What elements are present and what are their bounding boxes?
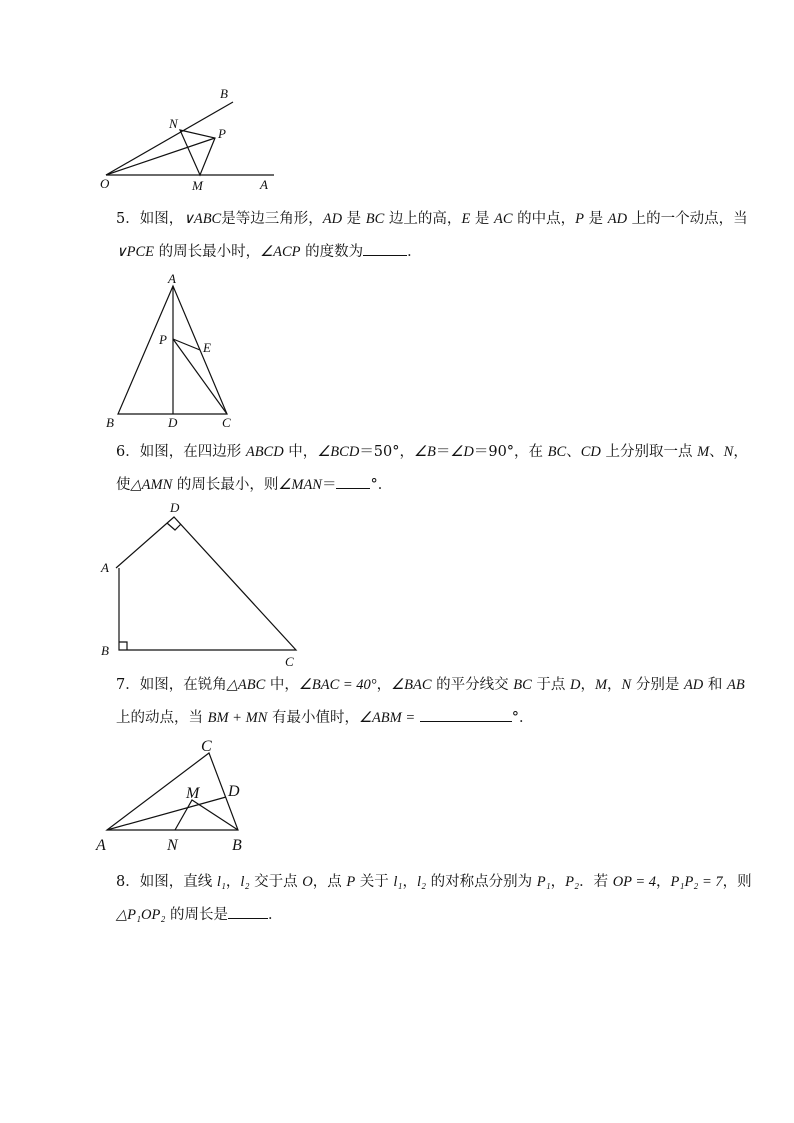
label-a: A	[168, 272, 176, 286]
question-8-line-1: 8．如图，直线 l₁，l₂ 交于点 O，点 P 关于 l₁，l₂ 的对称点分别为 P₁，P₂．若 OP = 4，P₁P₂ = 7，则	[116, 874, 752, 890]
answer-blank[interactable]	[420, 707, 512, 722]
question-5-line-2: ∨PCE 的周长最小时，∠ACP 的度数为 ．	[116, 236, 706, 269]
figure-quadrilateral-abcd	[96, 500, 306, 670]
question-6-line-1: 6．如图，在四边形 ABCD 中，∠BCD＝50°，∠B＝∠D＝90°，在 BC、CD 上分别取一点 M、N，	[116, 444, 748, 460]
label-n: N	[169, 116, 178, 131]
question-5	[116, 203, 748, 269]
label-m: M	[186, 785, 200, 802]
label-d: D	[168, 415, 178, 430]
label-c: C	[201, 738, 212, 755]
label-b: B	[106, 415, 114, 430]
label-a: A	[260, 177, 268, 192]
label-a: A	[96, 837, 106, 854]
question-7-line-2: 上的动点，当 BM + MN 有最小值时，∠ABM = °．	[116, 702, 706, 735]
label-p: P	[159, 332, 167, 347]
question-6	[116, 436, 748, 502]
label-o: O	[100, 176, 110, 191]
answer-blank[interactable]	[228, 904, 268, 919]
label-b: B	[232, 837, 242, 854]
label-b: B	[220, 86, 228, 101]
question-6-line-2: 使△AMN 的周长最小，则∠MAN＝ °．	[116, 469, 706, 502]
figure-acute-triangle-abc	[94, 734, 254, 856]
label-e: E	[203, 340, 211, 355]
label-n: N	[167, 837, 178, 854]
answer-blank[interactable]	[336, 474, 370, 489]
label-c: C	[285, 654, 294, 669]
figure-angle-aob	[96, 82, 286, 194]
question-7-line-1: 7．如图，在锐角△ABC 中，∠BAC = 40°，∠BAC 的平分线交 BC 于点 D，M，N 分别是 AD 和 AB	[116, 677, 745, 693]
answer-blank[interactable]	[363, 241, 407, 256]
label-d: D	[170, 500, 180, 515]
label-m: M	[192, 178, 203, 193]
question-8	[116, 866, 752, 932]
figure-equilateral-triangle	[100, 272, 245, 432]
label-c: C	[222, 415, 231, 430]
question-5-line-1: 5．如图，∨ABC是等边三角形，AD 是 BC 边上的高，E 是 AC 的中点，P 是 AD 上的一个动点，当	[116, 211, 748, 227]
label-p: P	[218, 126, 226, 141]
question-7	[116, 669, 745, 735]
label-d: D	[228, 783, 240, 800]
label-b: B	[101, 643, 109, 658]
label-a: A	[101, 560, 109, 575]
question-8-line-2: △P₁OP₂ 的周长是 ．	[116, 899, 706, 932]
